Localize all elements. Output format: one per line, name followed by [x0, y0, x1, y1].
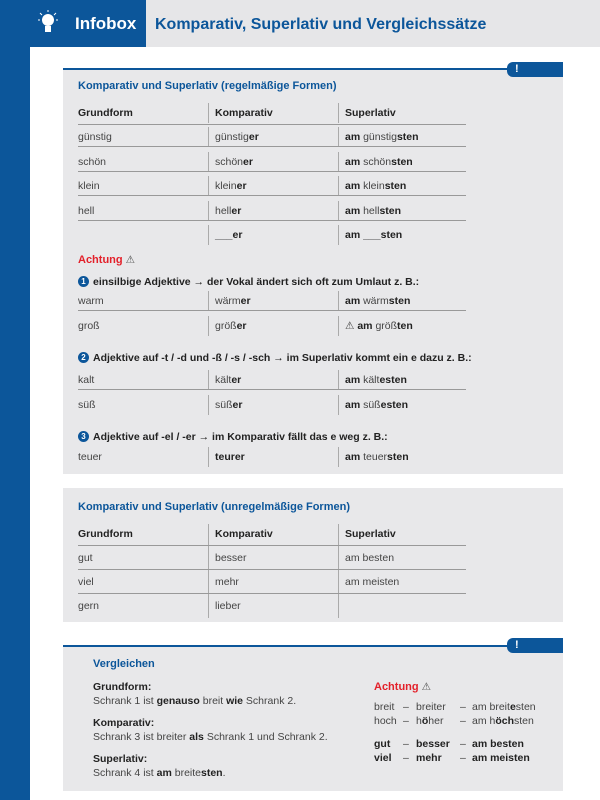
bold-segment: viel: [374, 752, 392, 764]
text-segment: Schrank 3 ist breiter: [93, 731, 190, 743]
dash: –: [460, 715, 466, 727]
regular-forms-heading: Komparativ und Superlativ (regelmäßige Formen): [78, 80, 337, 92]
bold-segment: besser: [416, 738, 450, 750]
example-cell: [374, 752, 392, 764]
box-top-line: [63, 645, 553, 647]
bold-segment: sten: [387, 451, 409, 463]
text-segment: schön: [363, 155, 392, 168]
example-cell: [374, 738, 390, 750]
text-segment: groß: [78, 320, 100, 332]
row-divider: [78, 124, 466, 125]
table-cell: viel: [78, 576, 94, 588]
column-divider: [338, 127, 339, 147]
example-cell: [416, 701, 446, 713]
text-segment: wärm: [363, 295, 389, 307]
table-cell: [78, 131, 112, 143]
text-segment: breit: [374, 701, 395, 713]
dash: –: [460, 752, 466, 764]
regular-forms-box: [63, 68, 563, 474]
infobox-label: Infobox: [75, 14, 137, 33]
number-badge: 3: [78, 431, 89, 442]
column-divider: [208, 447, 209, 467]
bold-segment: er: [232, 399, 243, 411]
row-divider: [78, 171, 466, 172]
table-cell: lieber: [215, 600, 241, 612]
example-cell: [472, 701, 536, 713]
table-cell: [78, 320, 100, 332]
text-segment: Schrank 1 ist: [93, 695, 157, 707]
compare-label: Komparativ:: [93, 717, 155, 729]
bold-segment: sten: [379, 204, 402, 217]
column-divider: [338, 370, 339, 390]
column-divider: [208, 225, 209, 245]
bold-segment: am: [345, 131, 364, 143]
bold-segment: am: [345, 374, 364, 386]
table-cell: am meisten: [345, 576, 400, 588]
bold-segment: ___er: [215, 229, 243, 241]
column-divider: [208, 152, 209, 172]
box-top-line: [63, 68, 553, 70]
table-cell: [345, 131, 419, 143]
column-header: Superlativ: [345, 107, 396, 119]
text-segment: wärm: [215, 295, 241, 307]
text-segment: teuer: [78, 451, 102, 463]
example-cell: [374, 701, 394, 713]
bold-segment: er: [231, 374, 242, 386]
rule-heading: [78, 352, 472, 364]
bold-segment: esten: [380, 399, 409, 411]
bold-segment: sten: [384, 180, 407, 192]
column-divider: [338, 395, 339, 415]
table-cell: am besten: [345, 552, 395, 564]
row-divider: [78, 195, 466, 196]
column-divider: [208, 316, 209, 336]
example-cell: [416, 715, 443, 727]
bold-segment: ten: [397, 320, 413, 332]
table-cell: [215, 399, 242, 411]
compare-sentence: [93, 731, 328, 743]
table-cell: [215, 320, 247, 332]
bold-segment: er: [236, 180, 247, 192]
table-cell: [345, 180, 406, 192]
bold-segment: öch: [495, 715, 515, 727]
table-cell: [345, 399, 408, 411]
text-segment: günstig: [78, 131, 112, 143]
infobox-badge: [0, 0, 146, 47]
text-segment: klein: [78, 180, 100, 192]
table-cell: besser: [215, 552, 247, 564]
bold-segment: am ___sten: [345, 229, 403, 241]
table-cell: [215, 131, 259, 143]
exclamation-icon: !: [507, 638, 563, 653]
table-cell: [215, 156, 253, 168]
text-segment: günstig: [363, 131, 397, 143]
text-segment: ⚠: [345, 320, 358, 332]
column-divider: [338, 447, 339, 467]
table-cell: [215, 180, 247, 192]
table-cell: [78, 451, 102, 463]
lightbulb-icon: [38, 10, 58, 36]
text-segment: Schrank 4 ist: [93, 767, 157, 779]
table-cell: [78, 374, 94, 386]
text-segment: breite: [171, 767, 201, 779]
dash: –: [403, 752, 409, 764]
row-divider: [78, 569, 466, 570]
column-divider: [338, 316, 339, 336]
text-segment: am breit: [472, 701, 510, 713]
bold-segment: am besten: [472, 738, 524, 750]
bold-segment: am: [156, 767, 172, 779]
compare-sentence: [93, 767, 226, 779]
text-segment: breiter: [416, 701, 446, 713]
table-cell: [215, 229, 242, 241]
table-cell: [78, 399, 96, 411]
table-cell: gut: [78, 552, 93, 564]
bold-segment: sten: [388, 295, 411, 307]
compare-heading: Vergleichen: [93, 658, 155, 670]
column-header: Grundform: [78, 528, 133, 540]
compare-label: Grundform:: [93, 681, 152, 693]
column-divider: [338, 225, 339, 245]
table-cell: [345, 229, 402, 241]
table-cell: [345, 374, 407, 386]
bold-segment: wie: [226, 695, 244, 707]
row-divider: [78, 146, 466, 147]
bold-segment: ö: [421, 715, 429, 727]
column-divider: [208, 201, 209, 221]
warning-text: Achtung: [374, 681, 419, 693]
bold-segment: er: [248, 131, 259, 143]
row-divider: [78, 545, 466, 546]
irregular-forms-heading: Komparativ und Superlativ (unregelmäßige Formen): [78, 501, 350, 513]
table-cell: [345, 205, 401, 217]
bold-segment: gut: [374, 738, 391, 750]
table-cell: [78, 156, 106, 168]
column-divider: [208, 103, 209, 123]
text-segment: hell: [78, 204, 95, 217]
text-segment: kält: [215, 374, 232, 386]
rule-heading: [78, 276, 419, 288]
row-divider: [78, 593, 466, 594]
left-accent-bar: [0, 0, 30, 800]
row-divider: [78, 389, 466, 390]
bold-segment: teurer: [215, 451, 245, 463]
table-cell: [345, 451, 409, 463]
table-cell: gern: [78, 600, 100, 612]
column-divider: [208, 395, 209, 415]
bold-segment: er: [240, 295, 251, 307]
bold-segment: genauso: [156, 695, 200, 707]
bold-segment: sten: [396, 131, 419, 143]
row-divider: [78, 310, 466, 311]
number-badge: 2: [78, 352, 89, 363]
text-segment: klein: [363, 180, 385, 192]
text-segment: breit: [199, 695, 227, 707]
bold-segment: am: [345, 451, 364, 463]
bold-segment: am: [345, 155, 364, 168]
bold-segment: am: [357, 320, 376, 332]
table-cell: [345, 156, 413, 168]
warning-text: Achtung: [78, 254, 123, 266]
dash: –: [403, 701, 409, 713]
column-divider: [208, 176, 209, 196]
table-cell: [215, 374, 241, 386]
dash: –: [460, 738, 466, 750]
row-divider: [78, 220, 466, 221]
text-segment: günstig: [215, 131, 249, 143]
text-segment: hell: [215, 204, 232, 217]
text-segment: sten: [515, 701, 536, 713]
rule-text: Adjektive auf -el / -er → im Komparativ fällt das e weg z. B.:: [93, 431, 388, 443]
bold-segment: sten: [201, 767, 223, 779]
text-segment: teuer: [363, 451, 388, 463]
exclamation-icon: !: [507, 62, 563, 77]
table-cell: [78, 295, 104, 307]
rule-text: einsilbige Adjektive → der Vokal ändert sich oft zum Umlaut z. B.:: [93, 276, 420, 288]
text-segment: warm: [78, 295, 104, 307]
table-cell: [345, 295, 410, 307]
column-divider: [338, 524, 339, 618]
dash: –: [403, 715, 409, 727]
bold-segment: er: [243, 155, 253, 168]
warning-label: [374, 681, 431, 693]
text-segment: süß: [215, 399, 233, 411]
bold-segment: sten: [391, 155, 413, 168]
example-cell: [472, 738, 524, 750]
bold-segment: am: [345, 399, 364, 411]
rule-heading: [78, 431, 388, 443]
bold-segment: am: [345, 204, 364, 217]
text-segment: hoch: [374, 715, 397, 727]
bold-segment: e: [509, 701, 516, 713]
column-divider: [208, 524, 209, 618]
column-divider: [338, 291, 339, 311]
text-segment: größ: [375, 320, 398, 332]
page-title: Komparativ, Superlativ und Vergleichssätze: [155, 16, 487, 33]
text-segment: Schrank 1 und Schrank 2.: [203, 731, 328, 743]
column-divider: [338, 152, 339, 172]
bold-segment: am meisten: [472, 752, 530, 764]
warning-triangle-icon: ⚠: [125, 254, 136, 266]
dash: –: [403, 738, 409, 750]
column-header: Grundform: [78, 107, 133, 119]
column-divider: [208, 370, 209, 390]
text-segment: schön: [215, 155, 244, 168]
text-segment: her: [428, 715, 444, 727]
text-segment: süß: [78, 399, 96, 411]
column-divider: [208, 291, 209, 311]
bold-segment: am: [345, 295, 364, 307]
bold-segment: mehr: [416, 752, 442, 764]
table-cell: [215, 205, 241, 217]
column-divider: [208, 127, 209, 147]
compare-sentence: [93, 695, 296, 707]
example-cell: [374, 715, 397, 727]
warning-triangle-icon: ⚠: [421, 681, 432, 693]
example-cell: [416, 752, 442, 764]
text-segment: größ: [215, 320, 237, 332]
table-cell: mehr: [215, 576, 239, 588]
text-segment: am h: [472, 715, 496, 727]
text-segment: süß: [363, 399, 381, 411]
column-divider: [338, 103, 339, 123]
rule-text: Adjektive auf -t / -d und -ß / -s / -sch → im Superlativ kommt ein e dazu z. B.:: [93, 352, 472, 364]
table-cell: [215, 451, 245, 463]
number-badge: 1: [78, 276, 89, 287]
column-header: Komparativ: [215, 528, 273, 540]
table-cell: [215, 295, 251, 307]
warning-label: [78, 254, 135, 266]
bold-segment: er: [236, 320, 247, 332]
text-segment: klein: [215, 180, 237, 192]
example-cell: [416, 738, 450, 750]
column-divider: [338, 201, 339, 221]
table-cell: [345, 320, 413, 332]
column-header: Superlativ: [345, 528, 396, 540]
text-segment: sten: [514, 715, 534, 727]
table-cell: [78, 205, 94, 217]
table-cell: [78, 180, 100, 192]
text-segment: h: [416, 715, 422, 727]
bold-segment: als: [189, 731, 204, 743]
text-segment: hell: [363, 204, 380, 217]
bold-segment: er: [231, 204, 242, 217]
example-cell: [472, 715, 534, 727]
text-segment: kält: [363, 374, 380, 386]
text-segment: schön: [78, 155, 107, 168]
column-divider: [338, 176, 339, 196]
compare-label: Superlativ:: [93, 753, 148, 765]
text-segment: Schrank 2.: [243, 695, 297, 707]
dash: –: [460, 701, 466, 713]
text-segment: .: [222, 767, 226, 779]
column-header: Komparativ: [215, 107, 273, 119]
example-cell: [472, 752, 530, 764]
bold-segment: am: [345, 180, 364, 192]
bold-segment: esten: [379, 374, 407, 386]
text-segment: kalt: [78, 374, 95, 386]
